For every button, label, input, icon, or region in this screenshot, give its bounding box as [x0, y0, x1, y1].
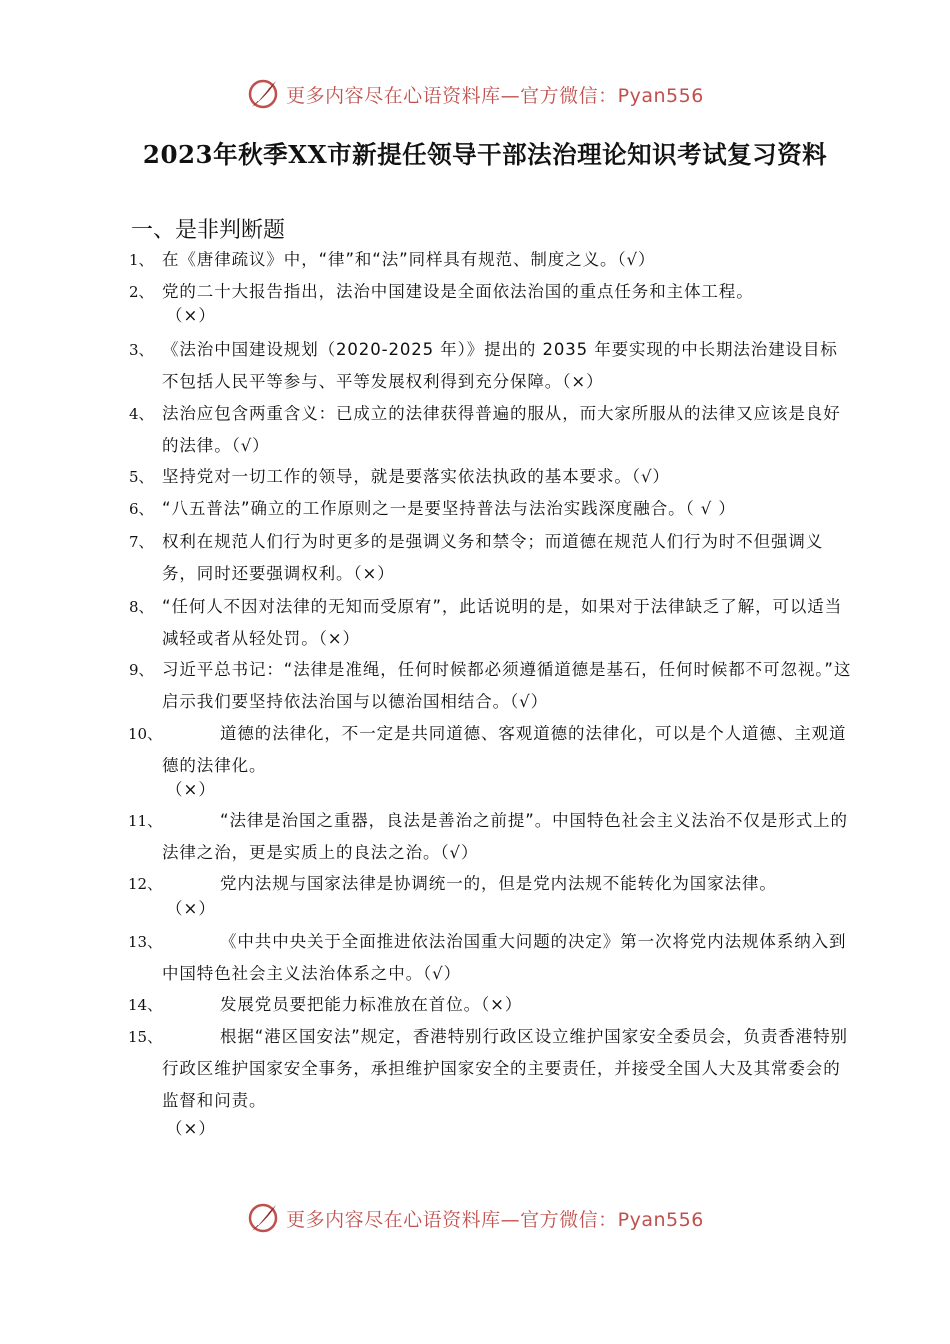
item-number: 2、	[129, 283, 154, 301]
item-text: 发展党员要把能力标准放在首位。（×）	[220, 995, 523, 1014]
item-number: 15、	[128, 1028, 163, 1046]
item-text: 在《唐律疏议》中，“律”和“法”同样具有规范、制度之义。（√）	[162, 250, 656, 269]
item-text: 根据“港区国安法”规定，香港特别行政区设立维护国家安全委员会，负责香港特别行政区维护国家安全事务，承担维护国家安全的主要责任，并接受全国人大及其常委会的监督和问责。	[162, 1027, 848, 1110]
item-text: 习近平总书记：“法律是准绳，任何时候都必须遵循道德是基石，任何时候都不可忽视。”这启示我们要坚持依法治国与以德治国相结合。（√）	[162, 660, 852, 711]
banner-text: 更多内容尽在心语资料库—官方微信：Pyan556	[286, 84, 704, 107]
item-number: 3、	[129, 341, 154, 359]
footer-banner	[0, 1198, 950, 1238]
document-title: 2023年秋季XX市新提任领导干部法治理论知识考试复习资料	[142, 140, 828, 169]
item-text: “八五普法”确立的工作原则之一是要坚持普法与法治实践深度融合。（ √ ）	[162, 499, 736, 518]
item-answer: （×）	[166, 899, 216, 918]
item-number: 13、	[128, 933, 163, 951]
item-number: 9、	[129, 661, 154, 679]
item-number: 8、	[129, 598, 154, 616]
item-number: 5、	[129, 468, 154, 486]
item-number: 6、	[129, 500, 154, 518]
feather-logo-icon	[246, 77, 280, 111]
item-number: 7、	[129, 533, 154, 551]
item-text: “任何人不因对法律的无知而受原宥”，此话说明的是，如果对于法律缺乏了解，可以适当减轻或者从轻处罚。（×）	[162, 597, 843, 648]
item-text: 《中共中央关于全面推进依法治国重大问题的决定》第一次将党内法规体系纳入到中国特色社会主义法治体系之中。（√）	[162, 932, 847, 983]
feather-logo-icon	[246, 1201, 280, 1235]
item-number: 14、	[128, 996, 163, 1014]
item-text: 法治应包含两重含义：已成立的法律获得普遍的服从，而大家所服从的法律又应该是良好的法律。（√）	[162, 404, 841, 455]
item-text: 《法治中国建设规划（2020-2025 年）》提出的 2035 年要实现的中长期法治建设目标不包括人民平等参与、平等发展权利得到充分保障。（×）	[162, 340, 838, 391]
item-text: 权利在规范人们行为时更多的是强调义务和禁令；而道德在规范人们行为时不但强调义务，同时还要强调权利。（×）	[162, 532, 824, 583]
item-text: 坚持党对一切工作的领导，就是要落实依法执政的基本要求。（√）	[162, 467, 670, 486]
header-banner	[0, 74, 950, 114]
item-number: 12、	[128, 875, 163, 893]
item-number: 4、	[129, 405, 154, 423]
banner-text: 更多内容尽在心语资料库—官方微信：Pyan556	[286, 1208, 704, 1231]
item-answer: （×）	[166, 780, 216, 799]
section-heading: 一、是非判断题	[131, 218, 286, 243]
item-number: 11、	[128, 812, 163, 830]
item-number: 1、	[129, 251, 154, 269]
item-answer: （×）	[166, 1119, 216, 1138]
item-text: 党的二十大报告指出，法治中国建设是全面依法治国的重点任务和主体工程。	[162, 282, 754, 301]
item-number: 10、	[128, 725, 163, 743]
item-text: 党内法规与国家法律是协调统一的，但是党内法规不能转化为国家法律。	[220, 874, 777, 893]
item-answer: （×）	[166, 306, 216, 325]
item-text: 道德的法律化，不一定是共同道德、客观道德的法律化，可以是个人道德、主观道德的法律化。	[162, 724, 847, 775]
item-text: “法律是治国之重器，良法是善治之前提”。中国特色社会主义法治不仅是形式上的法律之治，更是实质上的良法之治。（√）	[162, 811, 848, 862]
